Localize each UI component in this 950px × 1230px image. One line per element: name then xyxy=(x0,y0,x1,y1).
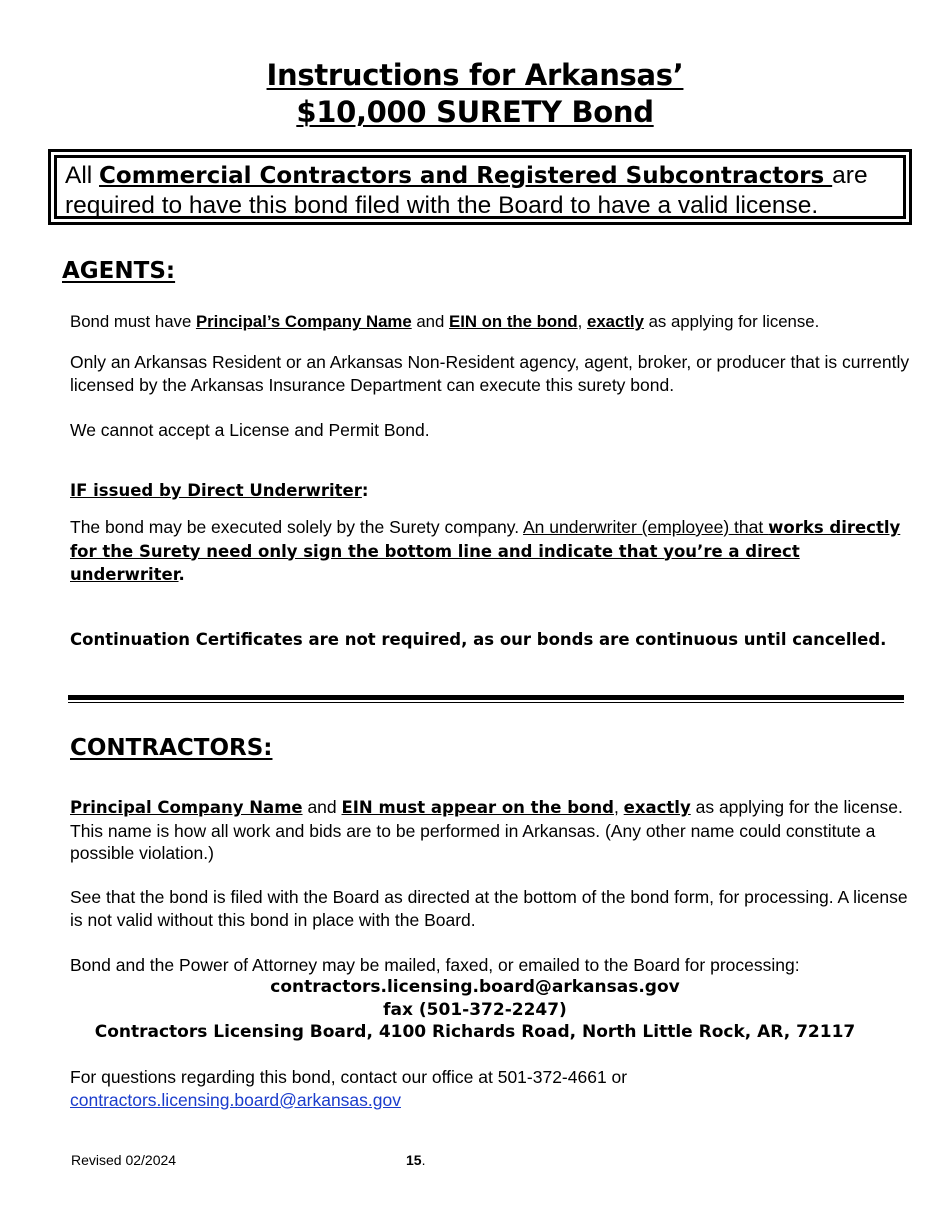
contractors-paragraph-4: For questions regarding this bond, contact our office at 501-372-4661 or contractors.licensing.board@arkansas.gov xyxy=(70,1067,628,1110)
board-address: Contractors Licensing Board, 4100 Richards Road, North Little Rock, AR, 72117 xyxy=(94,1022,856,1042)
notice-prefix: All xyxy=(65,162,100,189)
exactly-emphasis: exactly xyxy=(586,312,644,331)
ein-emphasis: EIN on the bond xyxy=(449,312,578,331)
page-number: 15. xyxy=(406,1152,426,1168)
notice-emphasis: Commercial Contractors and Registered Subcontractors xyxy=(99,163,833,189)
notice-text xyxy=(54,155,906,219)
contractors-paragraph-2: See that the bond is filed with the Board as directed at the bottom of the bond form, for processing. A license is not valid without this bond in place with the Board. xyxy=(70,887,908,930)
section-divider xyxy=(68,695,904,700)
agents-paragraph-3: We cannot accept a License and Permit Bond. xyxy=(70,420,430,440)
agents-paragraph-4: The bond may be executed solely by the Surety company. An underwriter (employee) that works directly for the Surety need only sign the bottom line and indicate that you’re a direct underwriter. xyxy=(70,517,901,584)
page-title-line-1: Instructions for Arkansas’ xyxy=(266,58,684,92)
notice-box xyxy=(48,149,912,225)
page-title-line-2: $10,000 SURETY Bond xyxy=(296,95,654,129)
board-email: contractors.licensing.board@arkansas.gov xyxy=(270,977,680,997)
direct-underwriter-label: IF issued by Direct Underwriter xyxy=(70,481,362,500)
agents-heading: AGENTS: xyxy=(62,258,176,284)
notice-suffix: are required to have this bond filed with the Board to have a valid license. xyxy=(65,162,868,219)
direct-underwriter-emphasis: works directly for the Surety need only sign the bottom line and indicate that you’re a direct underwriter xyxy=(70,518,901,584)
revised-date: Revised 02/2024 xyxy=(71,1152,177,1168)
agents-paragraph-1: Bond must have Principal’s Company Name and EIN on the bond, exactly as applying for license. xyxy=(70,312,820,331)
board-fax: fax (501-372-2247) xyxy=(383,1000,567,1020)
principal-company-name-emphasis: Principal Company Name xyxy=(70,798,303,817)
exactly-emphasis: exactly xyxy=(623,798,691,817)
principal-company-name-emphasis: Principal’s Company Name xyxy=(195,312,412,331)
continuation-certificates-note: Continuation Certificates are not required, as our bonds are continuous until cancelled. xyxy=(70,630,887,649)
section-divider-thin xyxy=(68,702,904,703)
board-email-link[interactable]: contractors.licensing.board@arkansas.gov xyxy=(70,1089,401,1110)
contractors-paragraph-1: Principal Company Name and EIN must appear on the bond, exactly as applying for the license. This name is how all work and bids are to be performed in Arkansas. (Any other name could constitute a possible violation.) xyxy=(70,797,903,863)
contractors-heading: CONTRACTORS: xyxy=(70,735,273,761)
direct-underwriter-heading: IF issued by Direct Underwriter: xyxy=(70,481,369,500)
ein-must-appear-emphasis: EIN must appear on the bond xyxy=(341,798,614,817)
agents-paragraph-2: Only an Arkansas Resident or an Arkansas Non-Resident agency, agent, broker, or producer that is currently licensed by the Arkansas Insurance Department can execute this surety bond. xyxy=(70,352,910,395)
contractors-paragraph-3: Bond and the Power of Attorney may be mailed, faxed, or emailed to the Board for processing: xyxy=(70,955,800,975)
